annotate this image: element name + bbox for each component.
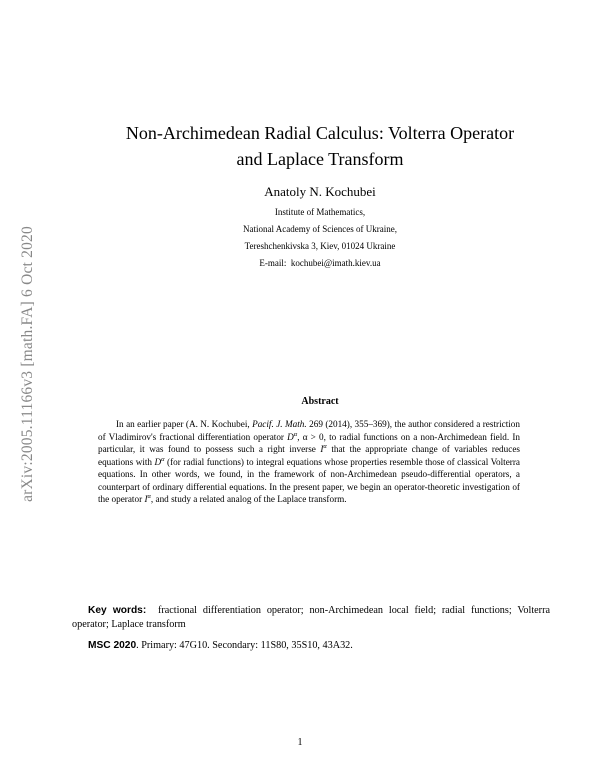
paper-title [80,120,560,172]
author-email-line [120,258,520,268]
journal-name: Pacif. J. Math. [252,419,307,429]
abstract-text: In an earlier paper (A. N. Kochubei, Pacif. J. Math. 269 (2014), 355–369), the author considered a restriction of Vladimirov's fractional differentiation operator $D^\alpha$, α > 0, to radial functions on a non-Archimedean field. In particular, it was found to possess such a right inverse $I^\alpha$ that the appropriate change of variables reduces equations with $D^\alpha$ (for radial functions) to integral equations whose properties resemble those of classical Volterra equations. In other words, we found, in the framework of non-Archimedean pseudo-differential operators, a counterpart of ordinary differential equations. In the present paper, we begin an operator-theoretic investigation of the operator $I^\alpha$, and study a related analog of the Laplace transform. [98,419,521,504]
page-number: 1 [297,737,303,748]
keywords-text: fractional differentiation operator; non-Archimedean local field; radial functions; Volterra operator; Laplace transform [72,605,550,630]
affiliation-line-1: Institute of Mathematics, [274,207,366,217]
author-email[interactable]: kochubei@imath.kiev.ua [290,258,381,268]
msc-classification [88,640,548,651]
title-line-2: and Laplace Transform [236,149,404,169]
keywords-paragraph [72,604,550,631]
abstract-heading: Abstract [301,396,339,407]
affiliation-line-2: National Academy of Sciences of Ukraine, [243,224,397,234]
title-line-1: Non-Archimedean Radial Calculus: Volterra Operator [125,123,515,143]
author-name: Anatoly N. Kochubei [264,184,376,199]
arxiv-identifier-stamp: arXiv:2005.11166v3 [math.FA] 6 Oct 2020 [19,226,36,502]
keywords-label: Key words: [88,605,147,616]
msc-text: . Primary: 47G10. Secondary: 11S80, 35S10, 43A32. [136,640,353,651]
affiliation-line-3: Tereshchenkivska 3, Kiev, 01024 Ukraine [244,241,396,251]
email-label: E-mail: [259,258,287,268]
msc-label: MSC 2020 [88,640,137,651]
